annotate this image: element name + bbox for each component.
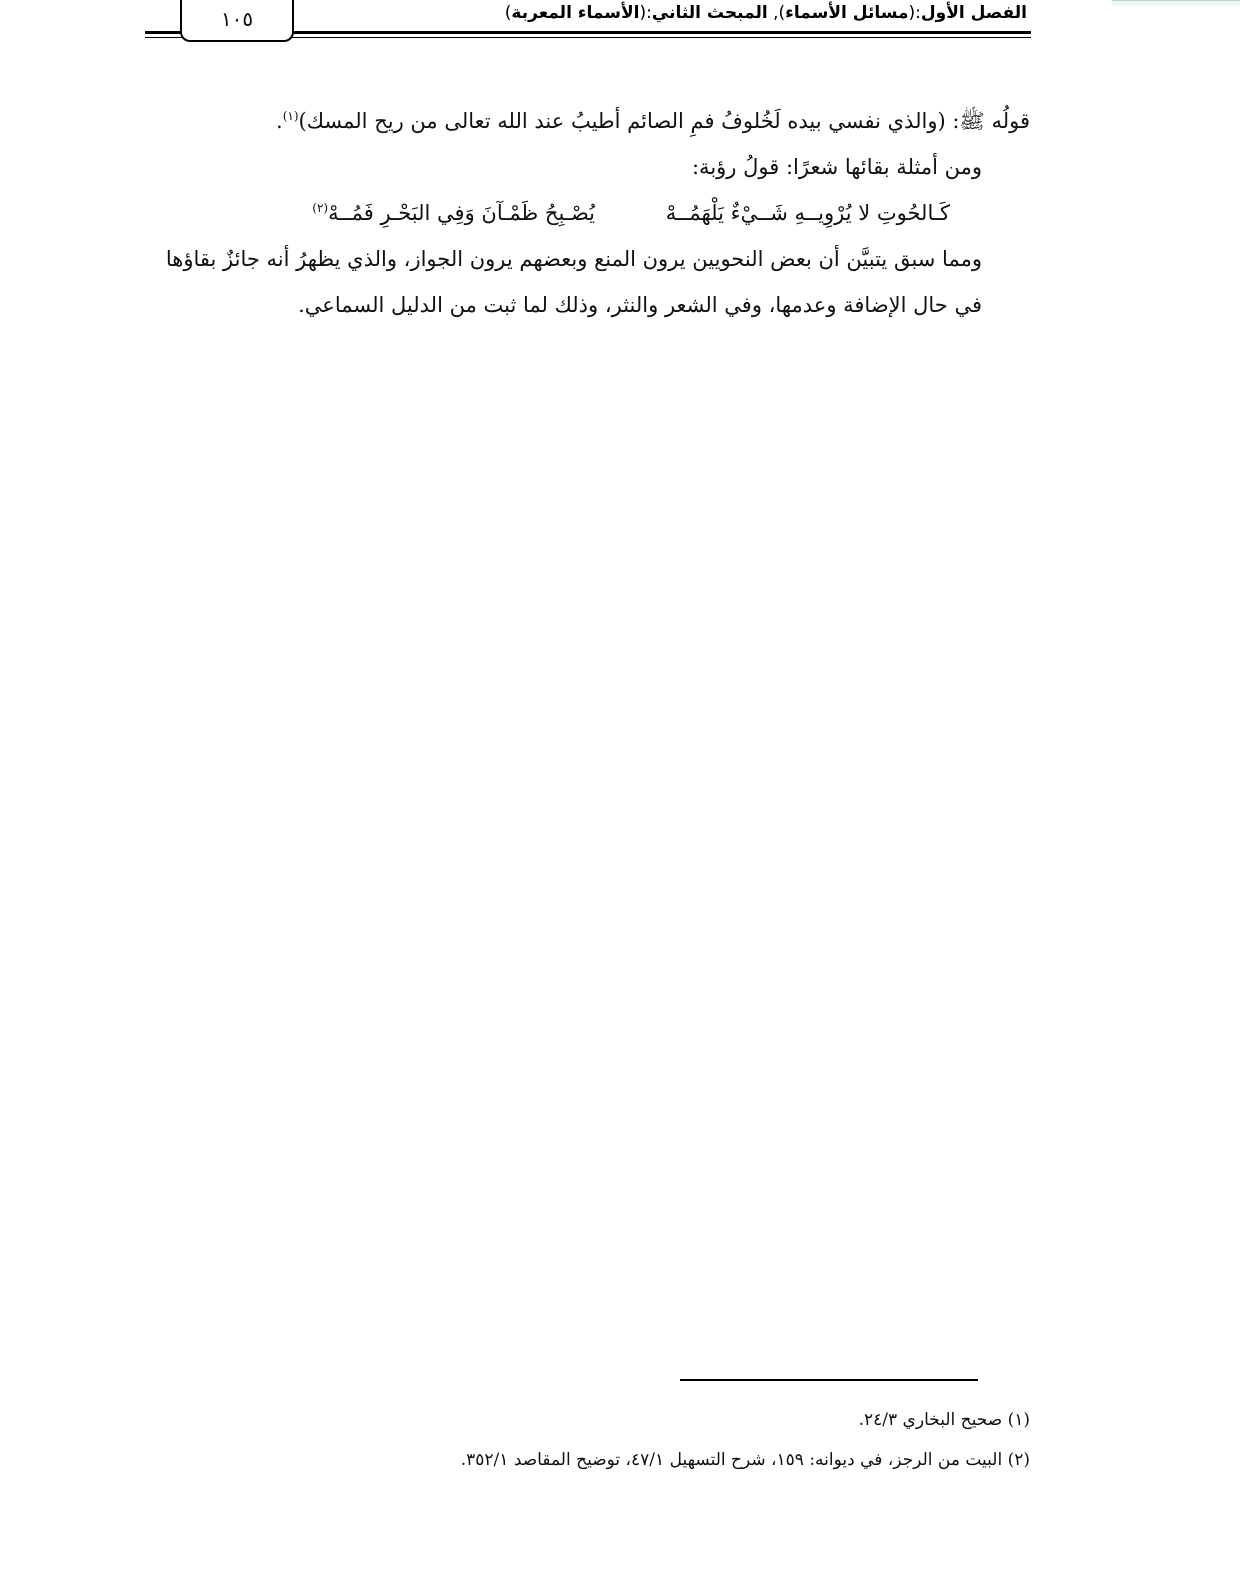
paragraph-hadith xyxy=(145,98,1030,144)
running-header xyxy=(505,3,1027,23)
footnotes xyxy=(145,1400,1030,1480)
header-colon-paren: :( xyxy=(639,3,652,23)
header-section: المبحث الثاني xyxy=(651,3,768,23)
header-topic: الأسماء المعربة xyxy=(511,3,640,23)
header-issues: مسائل الأسماء xyxy=(785,3,909,23)
footnote-ref-1: (١) xyxy=(282,109,299,123)
corner-mark xyxy=(1112,0,1240,6)
header-chapter: الفصل الأول xyxy=(920,3,1027,23)
paragraph-poetry-intro: ومن أمثلة بقائها شعرًا: قولُ رؤبة: xyxy=(691,155,982,179)
poem-verse xyxy=(145,190,1030,236)
page-header xyxy=(145,0,1031,44)
verse-first-hemistich: كَـالحُوتِ لا يُرْوِيــهِ شَــيْءٌ يَلْهَمُــهْ xyxy=(665,201,950,225)
hadith-end: . xyxy=(276,109,283,133)
header-open-paren: :( xyxy=(908,3,921,23)
header-close-paren: ) xyxy=(504,3,512,23)
verse-second-text: يُصْـبِحُ ظَمْـآنَ وَفِي البَحْـرِ فَمُــهْ xyxy=(328,201,595,225)
verse-second-hemistich xyxy=(312,190,660,236)
header-separator: ), xyxy=(767,3,786,23)
paragraph-conclusion: ومما سبق يتبيَّن أن بعض النحويين يرون المنع وبعضهم يرون الجواز، والذي يظهرُ أنه جائزٌ بقاؤها في حال الإضافة وعدمها، وفي الشعر والنثر، وذلك لما ثبت من الدليل السماعي. xyxy=(165,247,982,317)
footnote-separator xyxy=(680,1379,978,1381)
page-number: ١٠٥ xyxy=(180,0,294,42)
footnote-2: (٢) البيت من الرجز، في ديوانه: ١٥٩، شرح التسهيل ٤٧/١، توضيح المقاصد ٣٥٢/١. xyxy=(460,1450,1030,1470)
footnote-1: (١) صحيح البخاري ٢٤/٣. xyxy=(858,1410,1030,1430)
footnote-ref-2: (٢) xyxy=(312,201,329,215)
main-text xyxy=(145,98,1030,328)
hadith-text: قولُه ﷺ: (والذي نفسي بيده لَخُلوفُ فمِ الصائم أطيبُ عند الله تعالى من ريح المسك) xyxy=(298,109,1030,133)
